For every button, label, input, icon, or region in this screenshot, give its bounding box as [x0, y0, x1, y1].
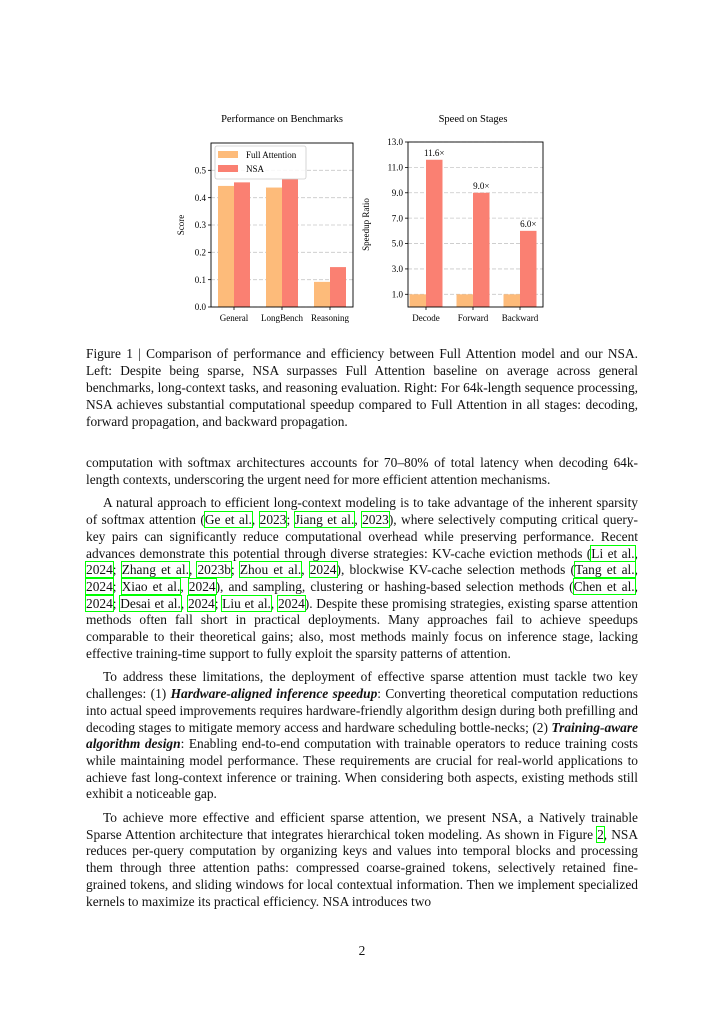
- bar-nsa-decode: [426, 160, 443, 307]
- text-run: ,: [634, 562, 638, 578]
- y-tick-label: 1.0: [391, 289, 403, 300]
- text-run: ,: [180, 595, 188, 611]
- text-run: ;: [112, 578, 122, 594]
- text-run: ;: [112, 562, 122, 578]
- text-run: ,: [251, 512, 260, 528]
- y-tick-label: 0.2: [194, 247, 206, 258]
- citation-link[interactable]: Tang et al.: [574, 562, 635, 578]
- text-run: ), blockwise KV-cache selection methods (: [336, 562, 575, 578]
- citation-link[interactable]: 2024: [277, 595, 305, 611]
- legend-label: Full Attention: [246, 150, 297, 160]
- text-run: ,: [634, 578, 639, 594]
- text-run: : Converting theoretical computation reductions into actual speed improvements requires hardware-friendly algorithm design during both prefilling and decoding stages to mitigate memory access and hardware scheduling bottle-necks; (2): [86, 686, 639, 735]
- citation-link[interactable]: Liu et al.: [222, 595, 271, 611]
- citation-link[interactable]: Xiao et al.: [121, 578, 181, 594]
- y-tick-label: 5.0: [391, 238, 403, 249]
- citation-link[interactable]: 2023b: [197, 562, 231, 578]
- citation-link[interactable]: 2: [597, 826, 604, 842]
- citation-link[interactable]: Chen et al.: [573, 578, 635, 594]
- chart-0: [176, 114, 353, 323]
- y-tick-label: 0.0: [194, 302, 206, 313]
- y-tick-label: 11.0: [387, 162, 403, 173]
- page-number: 2: [358, 943, 366, 958]
- citation-link[interactable]: 2024: [309, 562, 337, 578]
- emphasis: Training-aware algorithm design: [86, 719, 638, 752]
- text-run: ;: [214, 595, 223, 611]
- citation-link[interactable]: Desai et al.: [120, 595, 181, 611]
- data-label: 6.0×: [520, 218, 537, 229]
- bar-nsa-general: [234, 182, 250, 307]
- citation-link[interactable]: 2024: [86, 595, 113, 611]
- citation-link[interactable]: 2024: [188, 578, 216, 594]
- text-run: ), and sampling, clustering or hashing-based selection methods (: [215, 578, 574, 594]
- text-run: ). Despite these promising strategies, existing sparse attention methods often fall short in practical deployments. Many approaches fail to achieve speedups comparable to their theoretical gains; also, most methods mainly focus on inference stage, lacking effective training-time support to fully exploit the sparsity patterns of attention.: [86, 595, 639, 661]
- bar-full-attention-forward: [457, 294, 474, 307]
- paragraph: [86, 669, 638, 803]
- bar-full-attention-general: [218, 186, 234, 307]
- bar-full-attention-backward: [504, 294, 521, 307]
- data-label: 9.0×: [473, 180, 490, 191]
- x-tick-label: Decode: [412, 313, 440, 323]
- y-tick-label: 0.5: [194, 165, 206, 176]
- chart-title: Performance on Benchmarks: [221, 114, 343, 125]
- legend: [215, 146, 306, 179]
- y-tick-label: 13.0: [387, 137, 403, 148]
- legend-label: NSA: [246, 164, 265, 174]
- text-run: To address these limitations, the deployment of effective sparse attention must tackle two key challenges: (1): [86, 669, 638, 702]
- text-run: ,: [270, 595, 278, 611]
- x-tick-label: Forward: [457, 313, 489, 323]
- bar-full-attention-decode: [410, 294, 427, 307]
- text-run: , NSA reduces per-query computation by organizing keys and values into temporal blocks and processing them through three attention paths: compressed coarse-grained tokens, selectively retained fine-grained tokens, and sliding windows for local contextual information. Then we implement specialized kernels to maximize its practical efficiency. NSA introduces two: [86, 826, 639, 909]
- citation-link[interactable]: 2024: [86, 578, 113, 594]
- chart-title: Speed on Stages: [438, 114, 508, 125]
- legend-swatch: [218, 151, 238, 158]
- legend-swatch: [218, 165, 238, 172]
- body-text: [86, 455, 638, 917]
- bar-full-attention-reasoning: [314, 282, 330, 307]
- citation-link[interactable]: Zhang et al.: [121, 562, 189, 578]
- citation-link[interactable]: Li et al.: [591, 545, 635, 561]
- emphasis: Hardware-aligned inference speedup: [170, 686, 378, 702]
- paragraph: [86, 455, 638, 488]
- figure-1: [0, 0, 724, 340]
- citation-link[interactable]: 2023: [259, 512, 287, 528]
- y-axis-label: Score: [176, 214, 186, 236]
- y-tick-label: 3.0: [391, 264, 403, 275]
- text-run: To achieve more effective and efficient sparse attention, we present NSA, a Natively trainable Sparse Attention architecture that integrates hierarchical token modeling. As shown in Figure: [86, 810, 638, 842]
- bar-nsa-forward: [473, 193, 490, 307]
- x-tick-label: LongBench: [261, 313, 303, 323]
- paragraph: [86, 495, 638, 662]
- text-run: ,: [180, 578, 189, 594]
- text-run: A natural approach to efficient long-context modeling is to take advantage of the inherent sparsity of softmax attention (: [86, 495, 638, 528]
- text-run: ,: [188, 562, 198, 578]
- chart-1: [361, 114, 543, 323]
- citation-link[interactable]: 2023: [362, 512, 389, 528]
- bar-full-attention-longbench: [266, 188, 282, 307]
- y-tick-label: 9.0: [391, 187, 403, 198]
- data-label: 11.6×: [424, 147, 445, 158]
- text-run: ;: [286, 512, 295, 528]
- text-run: : Enabling end-to-end computation with trainable operators to reduce training costs while maintaining model performance. These requirements are crucial for real-world applications to achieve fast long-context inference or training. When considering both aspects, existing methods still exhibit a noticeable gap.: [86, 736, 638, 802]
- citation-link[interactable]: 2024: [187, 595, 215, 611]
- text-run: ,: [634, 545, 639, 561]
- citation-link[interactable]: Zhou et al.: [239, 562, 302, 578]
- text-run: ), where selectively computing critical query-key pairs can significantly reduce computational overhead while preserving performance. Recent advances demonstrate this potential through diverse strategies: KV-cache eviction methods (: [86, 512, 639, 561]
- y-tick-label: 7.0: [391, 213, 403, 224]
- text-run: ;: [112, 595, 121, 611]
- citation-link[interactable]: Ge et al.: [204, 512, 252, 528]
- bar-nsa-longbench: [282, 179, 298, 307]
- citation-link[interactable]: Jiang et al.: [294, 512, 355, 528]
- paragraph: [86, 810, 638, 910]
- y-axis-label: Speedup Ratio: [361, 198, 371, 251]
- bar-nsa-backward: [520, 231, 537, 307]
- y-tick-label: 0.1: [194, 274, 206, 285]
- x-tick-label: Reasoning: [311, 313, 349, 323]
- text-run: computation with softmax architectures accounts for 70–80% of total latency when decoding 64k-length contexts, underscoring the urgent need for more efficient attention mechanisms.: [86, 455, 638, 487]
- bar-nsa-reasoning: [330, 267, 346, 307]
- figure-caption: Figure 1 | Comparison of performance and efficiency between Full Attention model and our NSA. Left: Despite being sparse, NSA surpasses Full Attention baseline on average across general benchmarks, long-context tasks, and reasoning evaluation. Right: For 64k-length sequence processing, NSA achieves substantial computational speedup compared to Full Attention in all stages: decoding, forward propagation, and backward propagation.: [86, 346, 638, 429]
- y-tick-label: 0.4: [194, 192, 206, 203]
- text-run: ,: [301, 562, 310, 578]
- text-run: ,: [354, 512, 363, 528]
- y-tick-label: 0.3: [194, 220, 206, 231]
- text-run: ;: [230, 562, 240, 578]
- x-tick-label: Backward: [501, 313, 539, 323]
- citation-link[interactable]: 2024: [86, 562, 113, 578]
- x-tick-label: General: [219, 313, 249, 323]
